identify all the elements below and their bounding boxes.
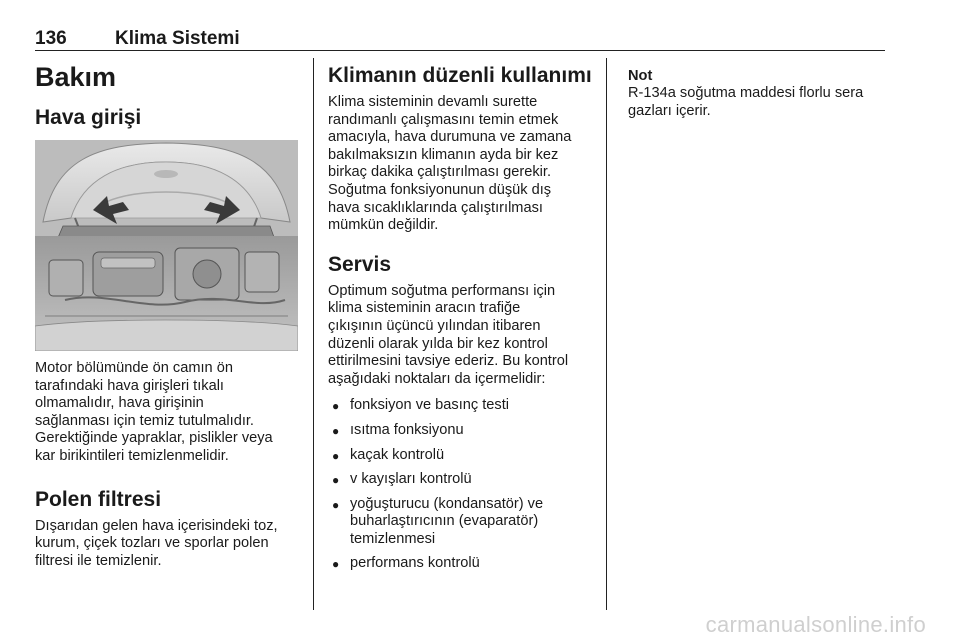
paragraph-line: Dışarıdan gelen hava içerisindeki toz, (35, 517, 278, 534)
air-intake-paragraph (35, 360, 305, 466)
paragraph-line: tarafındaki hava girişleri tıkalı (35, 377, 224, 394)
list-item-text: v kayışları kontrolü (350, 471, 472, 488)
paragraph-line: sağlanması için temiz tutulmalıdır. (35, 412, 254, 429)
list-item-text: temizlenmesi (350, 530, 436, 547)
heading-air-intake: Hava girişi (35, 106, 142, 129)
column-divider-right (606, 58, 607, 610)
list-item (328, 422, 598, 440)
service-paragraph (328, 283, 598, 389)
paragraph-line: amacıyla, hava durumuna ve zamana (328, 129, 572, 146)
heading-regular-use: Klimanın düzenli kullanımı (328, 64, 592, 87)
paragraph-line: mümkün değildir. (328, 217, 439, 234)
list-item-text: buharlaştırıcının (evaparatör) (350, 513, 539, 530)
bullet-icon: ● (332, 557, 340, 572)
list-item (328, 447, 598, 465)
paragraph-line: ettirilmesini tavsiye ederiz. Bu kontrol (328, 353, 569, 370)
paragraph-line: randımanlı çalışmasını temin etmek (328, 111, 559, 128)
paragraph-line: birkaç dakika çalıştırılması gerekir. (328, 164, 552, 181)
list-item-text: yoğuşturucu (kondansatör) ve (350, 495, 544, 512)
left-column-lower (35, 360, 305, 570)
paragraph-line: olmamalıdır, hava girişinin (35, 395, 204, 412)
page-header (35, 26, 885, 51)
bullet-icon: ● (332, 399, 340, 414)
paragraph-line: Motor bölümünde ön camın ön (35, 360, 233, 376)
paragraph-line: bakılmaksızın klimanın ayda bir kez (328, 146, 559, 163)
pollen-filter-paragraph (35, 518, 305, 571)
page-number: 136 (35, 28, 67, 49)
list-item (328, 397, 598, 415)
list-item-text: fonksiyon ve basınç testi (350, 397, 509, 414)
column-divider-left (313, 58, 314, 610)
list-item-text: performans kontrolü (350, 555, 480, 572)
bullet-icon: ● (332, 497, 340, 512)
paragraph-line: Gerektiğinde yapraklar, pislikler veya (35, 430, 273, 447)
list-item-text: ısıtma fonksiyonu (350, 421, 464, 438)
paragraph-line: kurum, çiçek tozları ve sporlar polen (35, 535, 269, 552)
chapter-title: Klima Sistemi (115, 28, 240, 49)
paragraph-line: Soğutma fonksiyonunun düşük dış (328, 181, 552, 198)
watermark: carmanualsonline.info (705, 612, 926, 637)
note-label: Not (628, 68, 653, 84)
service-checklist (328, 397, 598, 573)
paragraph-line: hava sıcaklıklarında çalıştırılması (328, 199, 543, 216)
paragraph-line: klima sisteminin aracın trafiğe (328, 300, 521, 317)
paragraph-line: filtresi ile temizlenir. (35, 552, 162, 569)
heading-pollen-filter: Polen filtresi (35, 487, 162, 511)
paragraph-line: aşağıdaki noktaları da içermelidir: (328, 370, 546, 387)
list-item (328, 555, 598, 573)
bullet-icon: ● (332, 473, 340, 488)
paragraph-line: çıkışının üçüncü yılından itibaren (328, 317, 541, 334)
engine-bay-photo (35, 140, 298, 351)
paragraph-line: Optimum soğutma performansı için (328, 282, 556, 299)
section-title-bakim: Bakım (35, 62, 117, 92)
regular-use-paragraph (328, 94, 598, 235)
middle-column (328, 60, 598, 580)
list-item (328, 496, 598, 549)
heading-service: Servis (328, 252, 392, 276)
list-item-text: kaçak kontrolü (350, 446, 445, 463)
bullet-icon: ● (332, 448, 340, 463)
list-item (328, 471, 598, 489)
paragraph-line: Klima sisteminin devamlı surette (328, 94, 538, 110)
paragraph-line: kar birikintileri temizlenmelidir. (35, 447, 229, 464)
right-column (628, 68, 928, 120)
note-line: R-134a soğutma maddesi florlu sera (628, 85, 864, 101)
left-column (35, 60, 303, 132)
paragraph-line: düzenli olarak yılda bir kez kontrol (328, 335, 548, 352)
bullet-icon: ● (332, 423, 340, 438)
note-line: gazları içerir. (628, 102, 711, 119)
